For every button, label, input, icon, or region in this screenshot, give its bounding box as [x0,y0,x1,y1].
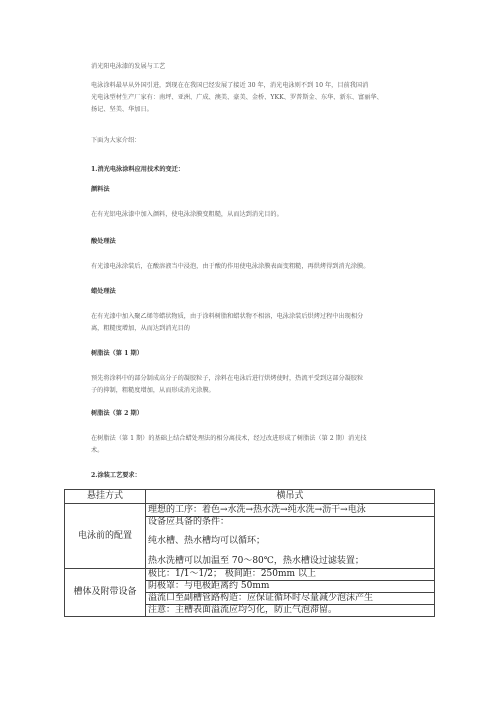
method-heading-wax: 蜡处理法 [91,288,116,295]
section-2-heading: 2.涂装工艺要求： [91,472,141,479]
coating-requirements-table [64,489,435,617]
method-desc-wax-line-2: 离，粗糙度增加，从而达到消光目的 [91,325,190,332]
document-title: 消光阳电泳漆的发展与工艺 [91,63,166,70]
table-cell: 极比：1/1～1/2； 极间距：250mm 以上 [146,569,435,581]
method-desc-resin-2-line-2: 术。 [91,447,104,454]
table-cell: 理想的工序：着色→水洗→热水洗→纯水洗→沥干→电泳 [146,504,435,517]
header-cell-horizontal: 横吊式 [146,490,435,504]
section-1-heading: 1.消光电泳涂料应用技术的变迁： [91,166,185,173]
intro-line-1: 电泳涂料最早从外国引进，到现在在我国已经发展了接近 30 年，消光电泳则不到 10 年，目前我国消 [91,82,369,89]
table-cell: 热水洗槽可以加温至 70～80℃，热水槽设过滤装置； [146,554,435,569]
method-desc-wax-line-1: 在有光漆中加入聚乙烯等蜡状物质，由于涂料树脂和蜡状物不相溶，电泳涂装后烘烤过程中出现相分 [91,313,364,320]
table-row [65,569,435,581]
method-heading-resin-2: 树脂法（第 2 期） [91,410,143,417]
method-desc-resin-1-line-1: 预先将涂料中的部分制成高分子的凝胶粒子，涂料在电泳后进行烘烤使时，热流平受到这部分凝胶粒 [91,375,364,382]
group-label-pre-electrophoresis: 电泳前的配置 [65,504,146,569]
method-heading-acid: 酸处理法 [91,238,116,245]
header-cell-hanging-method: 悬挂方式 [65,490,146,504]
table-cell: 注意：主槽表面溢流应均匀化，防止气泡滞留。 [146,605,435,617]
table-cell: 阴极罩：与电极距离约 50mm [146,581,435,593]
method-desc-pigment: 在有光铝电泳漆中加入颜料，使电泳涂膜变粗糙，从而达到消光目的。 [91,211,283,218]
method-desc-resin-1-line-2: 子的抑制，粗糙度增加，从而形成消光涂膜。 [91,387,215,394]
lead-text: 下面为大家介绍： [91,137,141,144]
table-header-row [65,490,435,504]
table-cell: 纯水槽、热水槽均可以循环； [146,528,435,554]
method-desc-resin-2-line-1: 在树脂法（第 1 期）的基础上结合蜡处理法的相分离技术，经过改进形成了树脂法（第 2 期）消光技 [91,435,367,442]
table-row [65,504,435,517]
intro-line-2: 光电泳型材生产厂家有：南坪、亚洲、广成、澳美、豪美、金桥、YKK、罗普斯金、东华、新东、富丽华、 [91,94,383,101]
method-heading-pigment: 颜料法 [91,186,110,193]
table-cell: 设备应具备的条件： [146,517,435,529]
method-desc-acid: 有光漆电泳涂装后，在酸溶液当中浸泡，由于酸的作用使电泳涂膜表面变粗糙，再烘烤得到消光涂膜。 [91,263,370,270]
intro-line-3: 扬记、坚美、华加日。 [91,106,153,113]
method-heading-resin-1: 树脂法（第 1 期） [91,350,143,357]
table-cell: 溢流口至副槽管路构造：应保证循环时尽量减少泡沫产生 [146,593,435,605]
group-label-tank-equipment: 槽体及附带设备 [65,569,146,617]
